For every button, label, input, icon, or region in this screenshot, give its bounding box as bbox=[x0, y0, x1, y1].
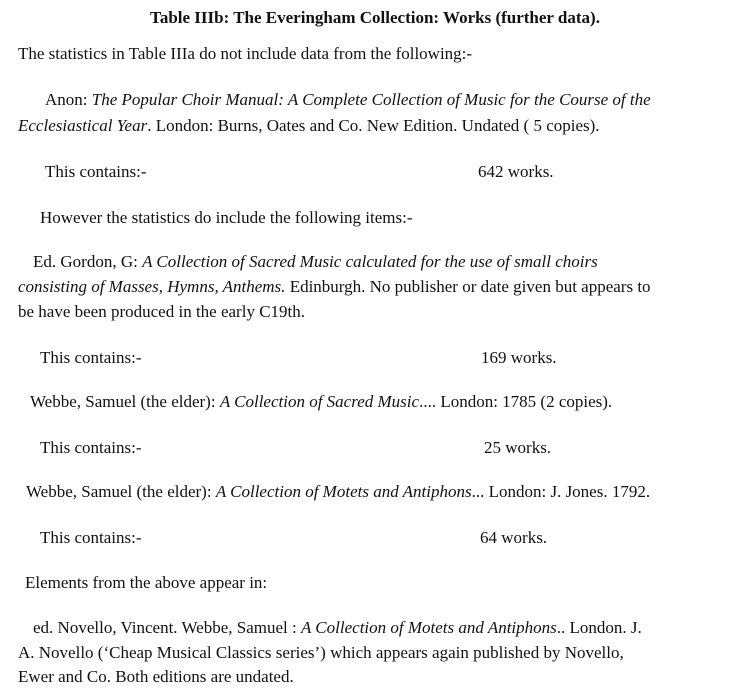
anon-entry-line1 bbox=[45, 90, 651, 110]
work-title: The Popular Choir Manual: A Complete Collection of Music for the Course of the bbox=[91, 90, 651, 109]
webbe-motets-entry bbox=[26, 482, 650, 502]
work-title: A Collection of Motets and Antiphons bbox=[215, 482, 472, 501]
novello-entry-line2: A. Novello (‘Cheap Musical Classics series’) which appears again published by Novello, bbox=[18, 643, 624, 662]
webbe-sacred-entry bbox=[30, 392, 612, 412]
work-title: Ecclesiastical Year bbox=[18, 116, 148, 135]
works-count: 642 works. bbox=[478, 162, 554, 181]
page-title: Table IIIb: The Everingham Collection: Works (further data). bbox=[150, 8, 600, 27]
however-text: However the statistics do include the following items:- bbox=[40, 208, 413, 227]
intro-text: The statistics in Table IIIa do not include data from the following:- bbox=[18, 44, 473, 63]
work-title: consisting of Masses, Hymns, Anthems. bbox=[18, 277, 286, 296]
publication-info: . London: Burns, Oates and Co. New Edition. Undated ( 5 copies). bbox=[147, 116, 600, 135]
work-title: A Collection of Sacred Music bbox=[219, 392, 420, 411]
contains-label: This contains:- bbox=[40, 528, 142, 547]
gordon-entry-line3: be have been produced in the early C19th. bbox=[18, 302, 306, 321]
works-count: 25 works. bbox=[484, 438, 552, 457]
novello-entry-line3: Ewer and Co. Both editions are undated. bbox=[18, 667, 294, 686]
author: Webbe, Samuel (the elder): bbox=[26, 482, 216, 501]
works-count: 169 works. bbox=[481, 348, 557, 367]
author: Ed. Gordon, G: bbox=[33, 252, 143, 271]
novello-entry-line1 bbox=[33, 618, 642, 638]
author: ed. Novello, Vincent. Webbe, Samuel : bbox=[33, 618, 301, 637]
publication-info: ... London: J. Jones. 1792. bbox=[471, 482, 651, 501]
author: Anon: bbox=[45, 90, 92, 109]
work-title: A Collection of Sacred Music calculated for the use of small choirs bbox=[142, 252, 598, 271]
contains-label: This contains:- bbox=[45, 162, 147, 181]
anon-entry-line2 bbox=[18, 116, 600, 136]
contains-label: This contains:- bbox=[40, 348, 142, 367]
author: Webbe, Samuel (the elder): bbox=[30, 392, 220, 411]
publication-info: .... London: 1785 (2 copies). bbox=[419, 392, 613, 411]
work-title: A Collection of Motets and Antiphons bbox=[300, 618, 557, 637]
publication-info: Edinburgh. No publisher or date given but appears to bbox=[285, 277, 651, 296]
publication-info: .. London. J. bbox=[556, 618, 642, 637]
works-count: 64 works. bbox=[480, 528, 548, 547]
gordon-entry-line2 bbox=[18, 277, 651, 297]
gordon-entry-line1 bbox=[33, 252, 598, 272]
contains-label: This contains:- bbox=[40, 438, 142, 457]
elements-text: Elements from the above appear in: bbox=[25, 573, 268, 592]
